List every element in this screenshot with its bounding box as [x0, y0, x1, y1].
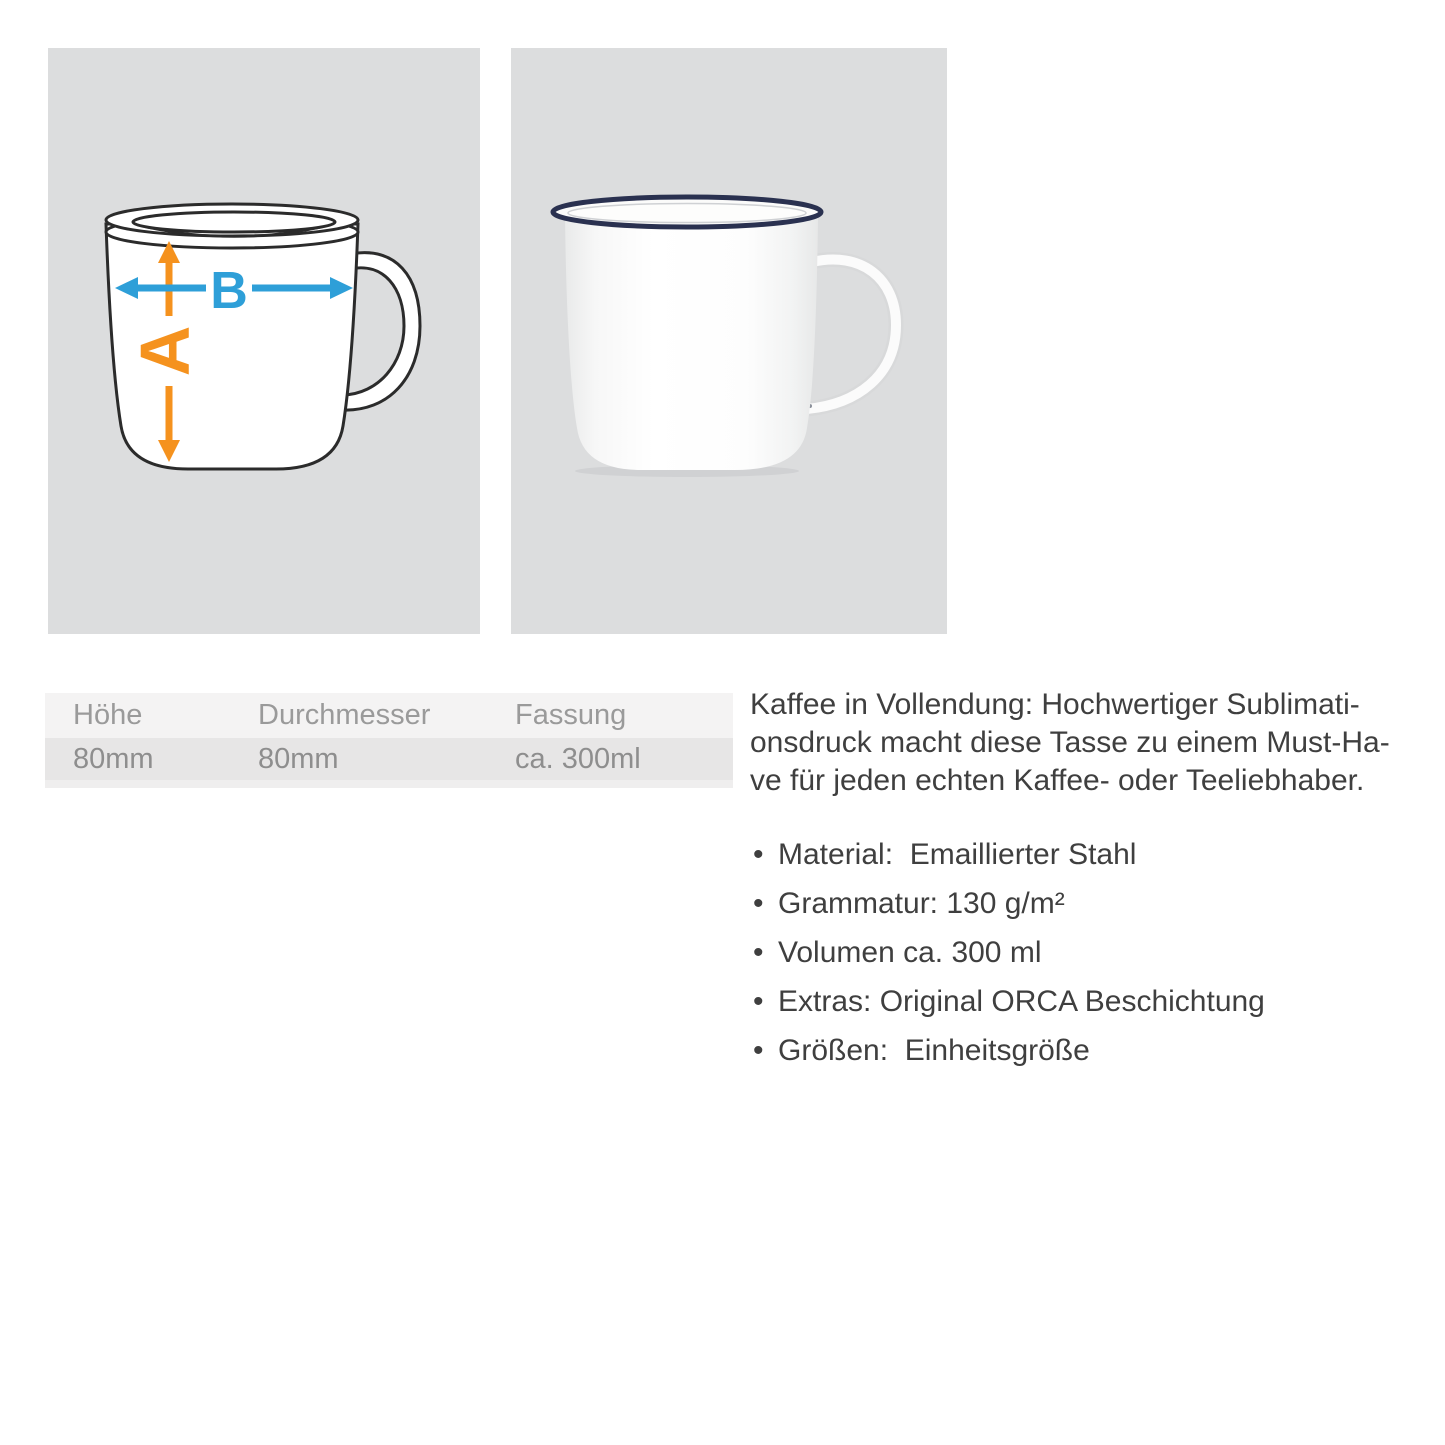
feature-item-material: • Material: Emaillierter Stahl	[750, 836, 1415, 874]
dimension-label-b: B	[210, 262, 248, 320]
photo-mug-body	[565, 216, 818, 470]
feature-item-extras: • Extras: Original ORCA Beschichtung	[750, 983, 1415, 1021]
description-line: onsdruck macht diese Tasse zu einem Must-Ha-	[750, 726, 1390, 759]
photo-mug-opening	[568, 204, 806, 223]
col-header-hoehe: Höhe	[73, 699, 143, 731]
feature-item-grammatur: • Grammatur: 130 g/m²	[750, 885, 1415, 923]
enamel-mug-photo	[511, 48, 947, 634]
dimension-label-a: A	[126, 325, 204, 377]
size-table-bottom-strip	[45, 780, 733, 788]
col-header-fassung: Fassung	[515, 699, 627, 731]
mug-opening	[133, 212, 335, 232]
description-line: Kaffee in Vollendung: Hochwertiger Sublimati-	[750, 688, 1360, 721]
mug-line-drawing	[48, 48, 480, 634]
feature-item-volumen: • Volumen ca. 300 ml	[750, 934, 1415, 972]
product-description	[750, 686, 1415, 1081]
mug-size-diagram-panel	[48, 48, 480, 634]
photo-mug-handle	[807, 260, 896, 409]
feature-list	[750, 836, 1415, 1070]
feature-item-groessen: • Größen: Einheitsgröße	[750, 1032, 1415, 1070]
description-line: ve für jeden echten Kaffee- oder Teeliebhaber.	[750, 764, 1365, 797]
mug-product-photo-panel	[511, 48, 947, 634]
description-paragraph	[750, 686, 1415, 800]
cell-hoehe-value: 80mm	[73, 742, 154, 775]
size-table-header-row	[45, 693, 733, 738]
size-table-value-row	[45, 738, 733, 780]
col-header-durchmesser: Durchmesser	[258, 699, 431, 731]
cell-fassung-value: ca. 300ml	[515, 742, 641, 775]
cell-durchmesser-value: 80mm	[258, 742, 339, 775]
size-table	[45, 693, 733, 780]
